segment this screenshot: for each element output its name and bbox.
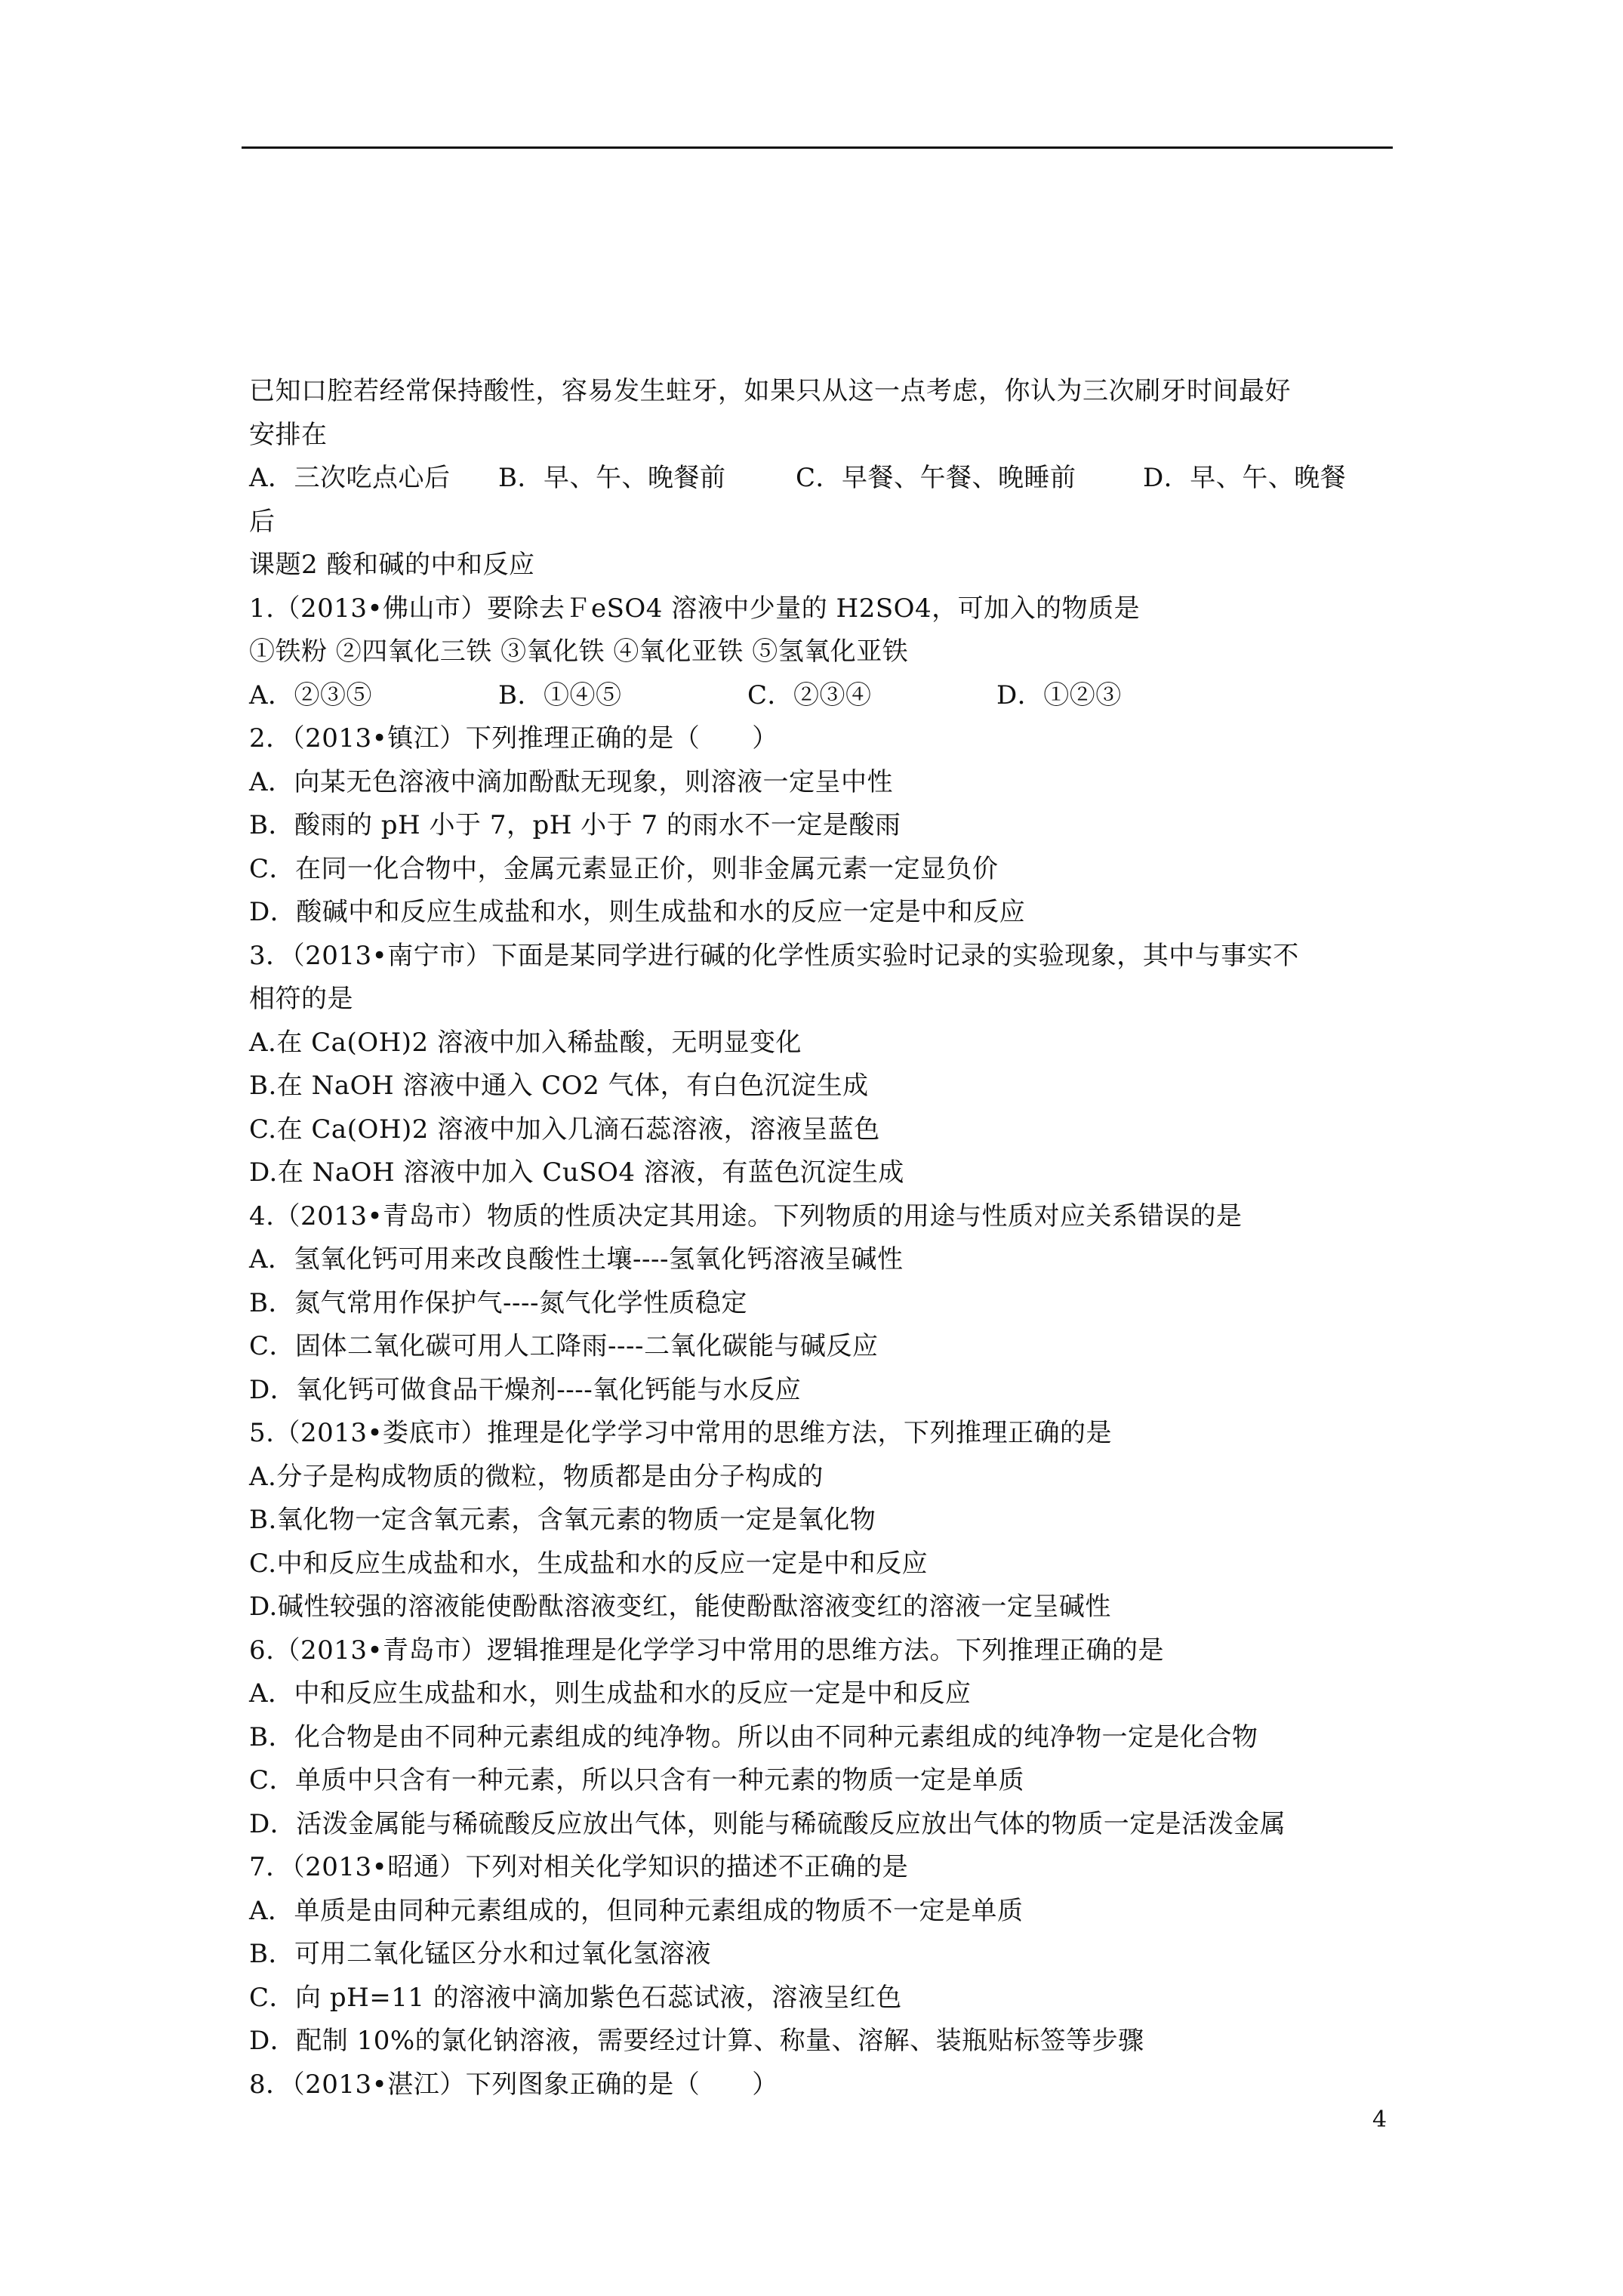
q5-option-b: B.氧化物一定含氧元素，含氧元素的物质一定是氧化物: [249, 1505, 876, 1535]
intro-option-b: B．早、午、晚餐前: [498, 463, 726, 493]
q3-stem-line-1: 3．（2013•南宁市）下面是某同学进行碱的化学性质实验时记录的实验现象，其中与事实不: [249, 940, 1299, 971]
q2-stem: 2．（2013•镇江）下列推理正确的是（ ）: [249, 723, 778, 754]
q3-option-d: D.在 NaOH 溶液中加入 CuSO4 溶液，有蓝色沉淀生成: [249, 1157, 904, 1188]
q1-option-b: B．①④⑤: [498, 680, 622, 710]
q5-option-d: D.碱性较强的溶液能使酚酞溶液变红，能使酚酞溶液变红的溶液一定呈碱性: [249, 1592, 1111, 1622]
q1-items: ①铁粉 ②四氧化三铁 ③氧化铁 ④氧化亚铁 ⑤氢氧化亚铁: [249, 636, 909, 667]
intro-options: [249, 457, 1389, 501]
q7-option-a: A．单质是由同种元素组成的，但同种元素组成的物质不一定是单质: [249, 1895, 1024, 1926]
q4-option-d: D．氧化钙可做食品干燥剂----氧化钙能与水反应: [249, 1374, 802, 1405]
intro-option-d: D．早、午、晚餐: [1143, 463, 1347, 493]
q2-option-a: A．向某无色溶液中滴加酚酞无现象，则溶液一定呈中性: [249, 766, 894, 797]
q2-option-c: C．在同一化合物中，金属元素显正价，则非金属元素一定显负价: [249, 853, 999, 884]
q6-option-d: D．活泼金属能与稀硫酸反应放出气体，则能与稀硫酸反应放出气体的物质一定是活泼金属: [249, 1808, 1286, 1839]
q5-option-c: C.中和反应生成盐和水，生成盐和水的反应一定是中和反应: [249, 1548, 929, 1579]
intro-options-wrap: 后: [249, 506, 276, 537]
q1-stem: 1.（2013•佛山市）要除去ＦeSO4 溶液中少量的 H2SO4，可加入的物质是: [249, 593, 1141, 624]
q1-option-d: D．①②③: [996, 680, 1122, 710]
q1-option-c: C．②③④: [747, 680, 872, 710]
q4-option-a: A．氢氧化钙可用来改良酸性土壤----氢氧化钙溶液呈碱性: [249, 1244, 904, 1274]
q4-option-b: B．氮气常用作保护气----氮气化学性质稳定: [249, 1287, 747, 1318]
intro-question-line-1: 已知口腔若经常保持酸性，容易发生蛀牙，如果只从这一点考虑，你认为三次刷牙时间最好: [249, 376, 1291, 406]
q7-option-d: D．配制 10%的氯化钠溶液，需要经过计算、称量、溶解、装瓶贴标签等步骤: [249, 2026, 1144, 2056]
q3-option-c: C.在 Ca(OH)2 溶液中加入几滴石蕊溶液，溶液呈蓝色: [249, 1114, 880, 1145]
q2-option-d: D．酸碱中和反应生成盐和水，则生成盐和水的反应一定是中和反应: [249, 897, 1026, 927]
intro-option-a: A．三次吃点心后: [249, 463, 451, 493]
q5-stem: 5.（2013•娄底市）推理是化学学习中常用的思维方法，下列推理正确的是: [249, 1418, 1113, 1448]
q6-stem: 6.（2013•青岛市）逻辑推理是化学学习中常用的思维方法。下列推理正确的是: [249, 1635, 1165, 1666]
header-rule: [242, 146, 1393, 149]
q1-option-a: A．②③⑤: [249, 680, 373, 710]
q3-option-b: B.在 NaOH 溶液中通入 CO2 气体，有白色沉淀生成: [249, 1071, 869, 1101]
q7-option-b: B．可用二氧化锰区分水和过氧化氢溶液: [249, 1939, 711, 1969]
q6-option-b: B．化合物是由不同种元素组成的纯净物。所以由不同种元素组成的纯净物一定是化合物: [249, 1721, 1258, 1752]
q5-option-a: A.分子是构成物质的微粒，物质都是由分子构成的: [249, 1461, 824, 1492]
page-number: 4: [1372, 2106, 1387, 2133]
q7-stem: 7．（2013•昭通）下列对相关化学知识的描述不正确的是: [249, 1852, 909, 1882]
intro-option-c: C．早餐、午餐、晚睡前: [796, 463, 1076, 493]
q6-option-a: A．中和反应生成盐和水，则生成盐和水的反应一定是中和反应: [249, 1678, 972, 1709]
q6-option-c: C．单质中只含有一种元素，所以只含有一种元素的物质一定是单质: [249, 1765, 1025, 1795]
q7-option-c: C．向 pH=11 的溶液中滴加紫色石蕊试液，溶液呈红色: [249, 1982, 902, 2013]
q4-stem: 4.（2013•青岛市）物质的性质决定其用途。下列物质的用途与性质对应关系错误的是: [249, 1200, 1243, 1231]
section-title: 课题2 酸和碱的中和反应: [249, 550, 535, 580]
q2-option-b: B．酸雨的 pH 小于 7，pH 小于 7 的雨水不一定是酸雨: [249, 810, 901, 840]
q4-option-c: C．固体二氧化碳可用人工降雨----二氧化碳能与碱反应: [249, 1331, 879, 1361]
q3-option-a: A.在 Ca(OH)2 溶液中加入稀盐酸，无明显变化: [249, 1027, 802, 1058]
q8-stem: 8．（2013•湛江）下列图象正确的是（ ）: [249, 2069, 778, 2100]
page-content: [249, 370, 1389, 2106]
q1-options: [249, 674, 1389, 718]
q3-stem-line-2: 相符的是: [249, 984, 353, 1014]
intro-question-line-2: 安排在: [249, 419, 328, 450]
